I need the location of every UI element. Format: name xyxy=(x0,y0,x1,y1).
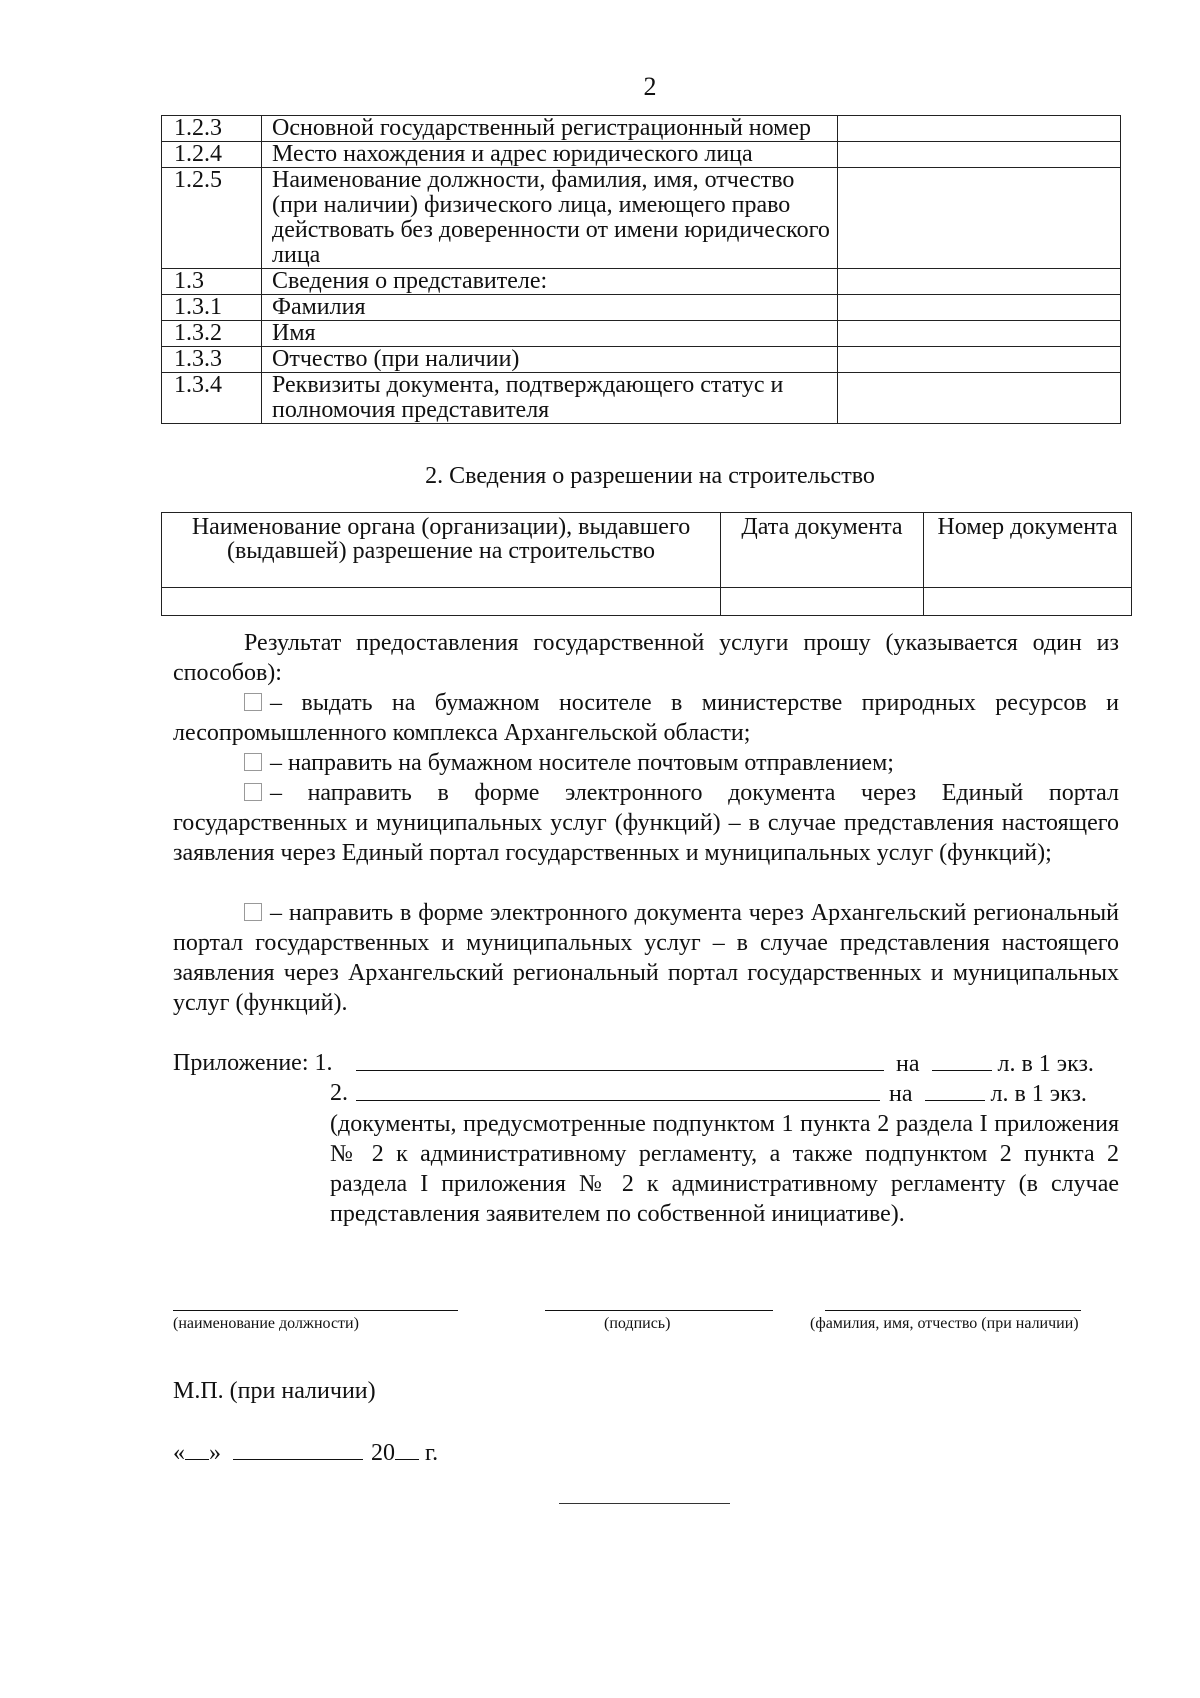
appendix-item-2-line[interactable] xyxy=(356,1078,880,1109)
row-label: Сведения о представителе: xyxy=(262,269,838,295)
row-number: 1.2.5 xyxy=(162,168,262,269)
appendix-item-1-line[interactable] xyxy=(356,1048,884,1079)
sheets-count-field[interactable] xyxy=(932,1048,992,1071)
row-value-field[interactable] xyxy=(838,347,1121,373)
cell-document-number[interactable] xyxy=(924,588,1132,616)
table-row xyxy=(162,373,1121,424)
row-value-field[interactable] xyxy=(838,321,1121,347)
checkbox-option-4[interactable] xyxy=(244,903,262,921)
result-option-4 xyxy=(173,898,1119,1018)
result-option-text: – выдать на бумажном носителе в министерстве природных ресурсов и лесопромышленного комплекса Архангельской области; xyxy=(173,690,1119,746)
row-label: Наименование должности, фамилия, имя, отчество (при наличии) физического лица, имеющего право действовать без доверенности от имени юридического лица xyxy=(262,168,838,269)
row-number: 1.2.4 xyxy=(162,142,262,168)
cell-issuing-authority[interactable] xyxy=(162,588,721,616)
appendix-item-1 xyxy=(173,1048,332,1078)
table-row xyxy=(162,347,1121,373)
row-number: 1.3.4 xyxy=(162,373,262,424)
result-option-1 xyxy=(173,688,1119,748)
table-row xyxy=(162,588,1132,616)
row-number: 1.3 xyxy=(162,269,262,295)
row-value-field[interactable] xyxy=(838,142,1121,168)
appendix-item-2-sheets: на л. в 1 экз. xyxy=(889,1078,1087,1109)
appendix-item-number: 1. xyxy=(314,1050,333,1076)
year-field[interactable] xyxy=(395,1437,419,1460)
row-label: Имя xyxy=(262,321,838,347)
row-label: Основной государственный регистрационный номер xyxy=(262,116,838,142)
checkbox-option-3[interactable] xyxy=(244,783,262,801)
row-value-field[interactable] xyxy=(838,168,1121,269)
table-row xyxy=(162,142,1121,168)
result-option-text: – направить в форме электронного документа через Архангельский региональный портал государственных и муниципальных услуг – в случае представления настоящего заявления через Архангельский региональный портал государственных и муниципальных услуг (функций). xyxy=(173,900,1119,1016)
table-row xyxy=(162,269,1121,295)
sheets-count-field[interactable] xyxy=(925,1078,985,1101)
appendix-item-1-sheets: на л. в 1 экз. xyxy=(896,1048,1094,1079)
appendix-item-2 xyxy=(330,1078,348,1108)
row-number: 1.3.3 xyxy=(162,347,262,373)
row-value-field[interactable] xyxy=(838,295,1121,321)
row-number: 1.3.2 xyxy=(162,321,262,347)
checkbox-option-2[interactable] xyxy=(244,753,262,771)
position-signature-line[interactable] xyxy=(173,1310,458,1311)
row-value-field[interactable] xyxy=(838,269,1121,295)
result-intro: Результат предоставления государственной услуги прошу (указывается один из способов): xyxy=(173,630,1119,686)
result-option-text: – направить в форме электронного документа через Единый портал государственных и муниципальных услуг (функций) – в случае представления настоящего заявления через Единый портал государственных и муниципальных услуг (функций); xyxy=(173,780,1119,866)
appendix-note: (документы, предусмотренные подпунктом 1 пункта 2 раздела I приложения № 2 к административному регламенту, а также подпунктом 2 пункта 2 раздела I приложения № 2 к административному регламенту (в случае представления заявителем по собственной инициативе). xyxy=(330,1111,1119,1227)
position-caption: (наименование должности) xyxy=(173,1315,359,1332)
construction-permit-table xyxy=(161,512,1132,616)
signature-caption: (подпись) xyxy=(604,1315,671,1332)
result-option-text: – направить на бумажном носителе почтовым отправлением; xyxy=(270,750,894,776)
stamp-placeholder: М.П. (при наличии) xyxy=(173,1378,376,1404)
date-field: « » 20 г. xyxy=(173,1437,438,1467)
result-option-2 xyxy=(173,748,1119,778)
end-divider xyxy=(559,1503,730,1504)
row-label: Реквизиты документа, подтверждающего статус и полномочия представителя xyxy=(262,373,838,424)
month-field[interactable] xyxy=(233,1437,363,1460)
header-document-number: Номер документа xyxy=(924,513,1132,588)
checkbox-option-1[interactable] xyxy=(244,693,262,711)
table-row xyxy=(162,295,1121,321)
row-number: 1.2.3 xyxy=(162,116,262,142)
day-field[interactable] xyxy=(185,1437,209,1460)
row-label: Фамилия xyxy=(262,295,838,321)
header-document-date: Дата документа xyxy=(721,513,924,588)
name-signature-line[interactable] xyxy=(825,1310,1081,1311)
page-number: 2 xyxy=(643,72,657,101)
result-option-3 xyxy=(173,778,1119,868)
row-number: 1.3.1 xyxy=(162,295,262,321)
row-label: Место нахождения и адрес юридического лица xyxy=(262,142,838,168)
appendix-item-number: 2. xyxy=(330,1080,348,1106)
row-value-field[interactable] xyxy=(838,373,1121,424)
table-row xyxy=(162,116,1121,142)
header-issuing-authority: Наименование органа (организации), выдавшего (выдавшей) разрешение на строительство xyxy=(162,513,721,588)
table-row xyxy=(162,321,1121,347)
table-row xyxy=(162,168,1121,269)
applicant-info-table xyxy=(161,115,1121,424)
signature-line[interactable] xyxy=(545,1310,773,1311)
name-caption: (фамилия, имя, отчество (при наличии) xyxy=(810,1315,1079,1332)
cell-document-date[interactable] xyxy=(721,588,924,616)
appendix-label: Приложение: xyxy=(173,1050,309,1076)
section-2-title: 2. Сведения о разрешении на строительство xyxy=(425,463,875,489)
row-value-field[interactable] xyxy=(838,116,1121,142)
row-label: Отчество (при наличии) xyxy=(262,347,838,373)
